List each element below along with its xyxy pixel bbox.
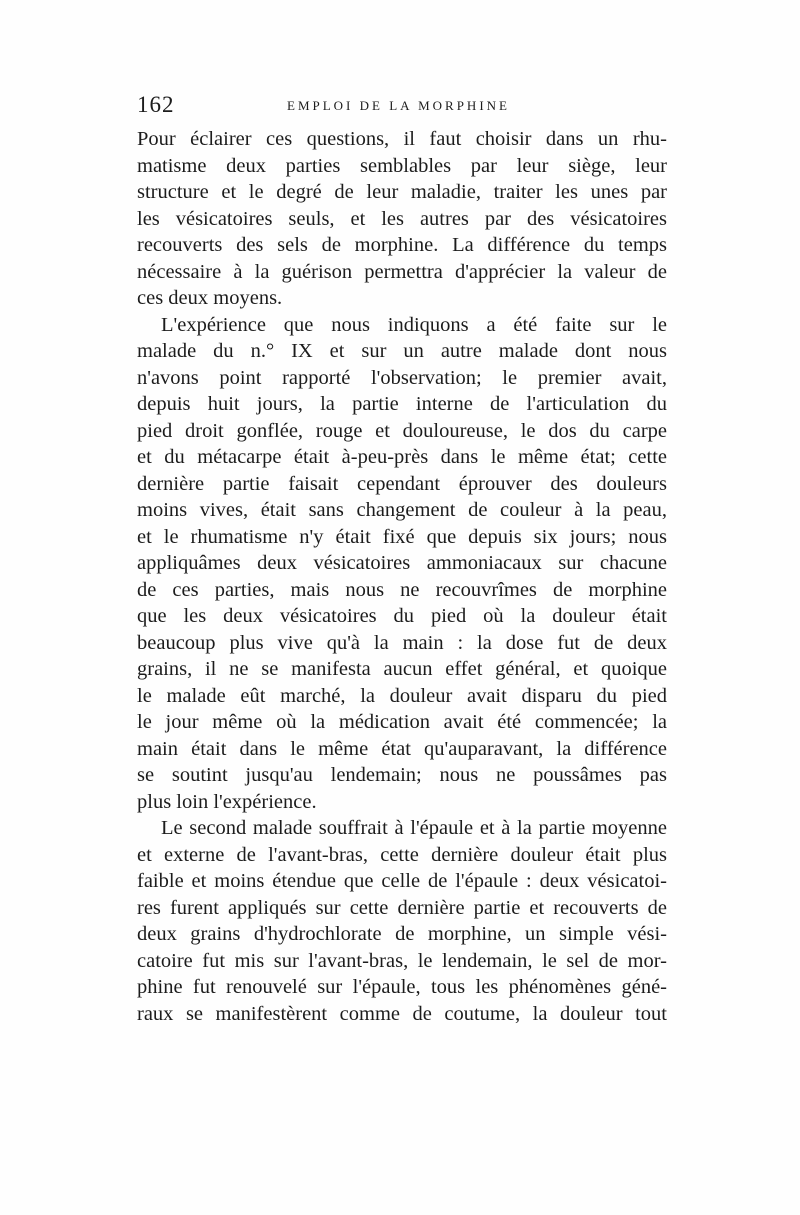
text-line: les vésicatoires seuls, et les autres par des vésicatoires [137,207,667,230]
text-line: malade du n.° IX et sur un autre malade dont nous [137,340,667,362]
text-line: le jour même où la médication avait été commencée; la [137,711,667,733]
text-line: de ces parties, mais nous ne recouvrîmes de morphine [137,578,667,601]
page-header [137,92,667,122]
text-line: n'avons point rapporté l'observation; le premier avait, [137,366,667,389]
text-line: L'expérience que nous indiquons a été faite sur le [161,313,667,336]
page-number: 162 [137,92,175,117]
text-line: grains, il ne se manifesta aucun effet général, et quoique [137,658,667,680]
text-line: Pour éclairer ces questions, il faut choisir dans un rhu- [137,128,667,150]
text-line: et du métacarpe était à-peu-près dans le même état; cette [137,446,667,468]
running-head: EMPLOI DE LA MORPHINE [287,98,510,113]
text-line: ces deux moyens. [137,287,283,309]
text-line: res furent appliqués sur cette dernière partie et recouverts de [137,896,667,919]
text-line: se soutint jusqu'au lendemain; nous ne poussâmes pas [137,764,667,786]
text-line: dernière partie faisait cependant éprouver des douleurs [137,472,667,495]
text-line: raux se manifestèrent comme de coutume, la douleur tout [137,1002,667,1025]
text-line: le malade eût marché, la douleur avait disparu du pied [137,684,667,707]
text-line: et le rhumatisme n'y était fixé que depuis six jours; nous [137,525,667,548]
text-line: que les deux vésicatoires du pied où la douleur était [137,605,667,627]
text-line: structure et le degré de leur maladie, traiter les unes par [137,181,667,203]
text-line: recouverts des sels de morphine. La différence du temps [137,234,667,256]
text-line: faible et moins étendue que celle de l'épaule : deux vésicatoi- [137,870,667,892]
text-line: pied droit gonflée, rouge et douloureuse, le dos du carpe [137,419,667,442]
text-line: catoire fut mis sur l'avant-bras, le lendemain, le sel de mor- [137,949,667,972]
text-line: Le second malade souffrait à l'épaule et à la partie moyenne [161,817,667,839]
text-line: plus loin l'expérience. [137,790,317,813]
text-line: deux grains d'hydrochlorate de morphine, un simple vési- [137,923,667,945]
text-line: matisme deux parties semblables par leur siège, leur [137,154,667,177]
body-text [137,126,667,1027]
text-line: beaucoup plus vive qu'à la main : la dose fut de deux [137,631,667,654]
text-line: moins vives, était sans changement de couleur à la peau, [137,499,667,521]
text-line: et externe de l'avant-bras, cette dernière douleur était plus [137,843,667,866]
text-line: depuis huit jours, la partie interne de l'articulation du [137,393,667,415]
text-line: main était dans le même état qu'auparavant, la différence [137,737,667,760]
text-line: phine fut renouvelé sur l'épaule, tous les phénomènes géné- [137,976,667,998]
text-line: appliquâmes deux vésicatoires ammoniacaux sur chacune [137,552,667,574]
text-line: nécessaire à la guérison permettra d'apprécier la valeur de [137,260,667,283]
